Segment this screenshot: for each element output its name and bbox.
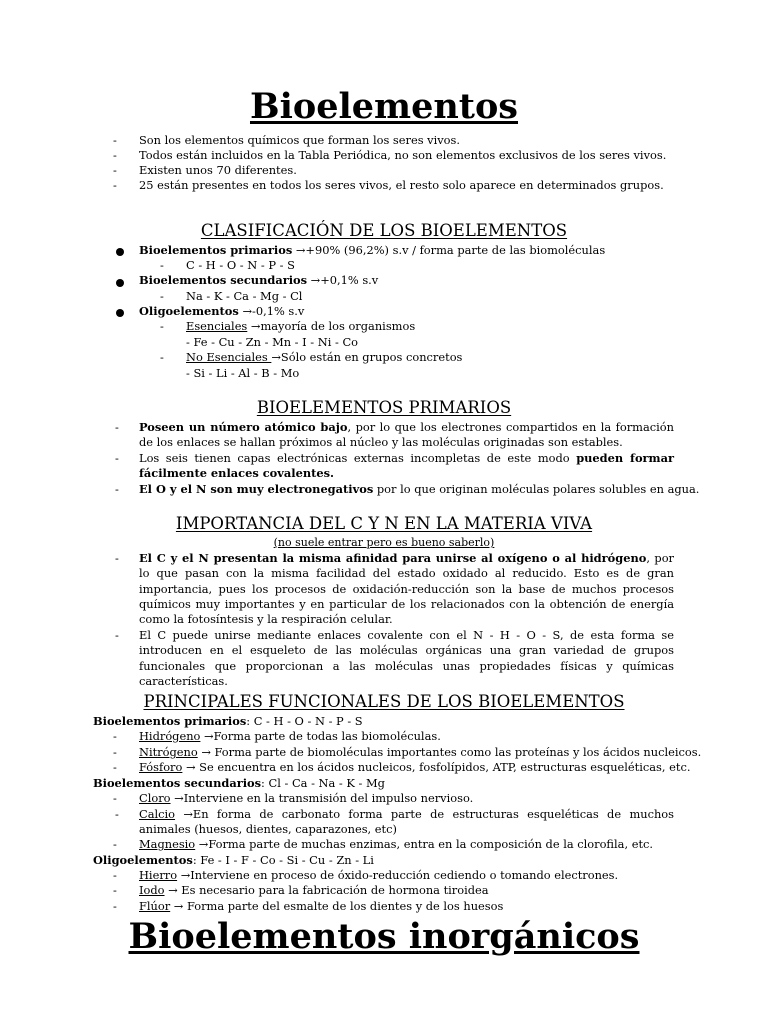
iodo-desc: → Es necesario para la fabricación de hormona tiroidea [164,883,489,897]
calcio-label: Calcio [139,807,176,821]
intro-item-1: - Son los elementos químicos que forman los seres vivos. [139,133,460,148]
importancia-p1 [139,551,674,627]
clasif-secundarios-desc: →+0,1% s.v [307,273,379,287]
iodo-label: Iodo [139,883,165,897]
hierro-label: Hierro [139,868,178,882]
func-magnesio [139,837,653,852]
dash-marker: - [115,551,119,565]
primarios-p3 [139,482,699,497]
clasif-esenciales [186,319,415,334]
hierro-desc: →Interviene en proceso de óxido-reducción cediendo o tomando electrones. [177,868,619,882]
primarios-p2 [139,451,674,482]
func-secundarios-label: Bioelementos secundarios [93,776,262,790]
func-primarios-label: Bioelementos primarios [93,714,247,728]
intro-item-3: - Existen unos 70 diferentes. [139,163,297,178]
hidrogeno-label: Hidrógeno [139,729,201,743]
importancia-p1-bold: El C y el N presentan la misma afinidad para unirse al oxígeno o al hidrógeno [139,551,647,565]
clasif-primarios [139,243,605,258]
clasif-secundarios-label: Bioelementos secundarios [139,273,308,287]
func-nitrogeno [139,745,701,760]
primarios-p2-bold: pueden formar fácilmente enlaces covalentes. [139,451,674,481]
func-fosforo [139,760,690,775]
fosforo-label: Fósforo [139,760,183,774]
heading-importancia: IMPORTANCIA DEL C Y N EN LA MATERIA VIVA [175,514,593,533]
clasif-oligo-desc: →-0,1% s.v [238,304,305,318]
nitrogeno-label: Nitrógeno [139,745,198,759]
fosforo-desc: → Se encuentra en los ácidos nucleicos, fosfolípidos, ATP, estructuras esqueléticas, etc. [182,760,691,774]
esenciales-desc: →mayoría de los organismos [247,319,416,333]
heading-funcionales: PRINCIPALES FUNCIONALES DE LOS BIOELEMENTOS [143,692,625,711]
clasif-no-esenciales [186,350,462,365]
magnesio-desc: →Forma parte de muchas enzimas, entra en la composición de la clorofila, etc. [195,837,654,851]
clasif-secundarios-list: - Na - K - Ca - Mg - Cl [186,289,302,304]
primarios-p1 [139,420,674,451]
calcio-desc: →En forma de carbonato forma parte de estructuras esqueléticas de muchos animales (huesos, dientes, caparazones, etc) [139,807,674,837]
primarios-p1-bold: Poseen un número atómico bajo [139,420,348,434]
heading-clasificacion: CLASIFICACIÓN DE LOS BIOELEMENTOS [200,221,568,240]
func-primarios-list: : C - H - O - N - P - S [246,714,363,728]
section-title-inorganicos: Bioelementos inorgánicos [128,916,640,957]
cloro-desc: →Interviene en la transmisión del impulso nervioso. [170,791,474,805]
intro-item-4: - 25 están presentes en todos los seres vivos, el resto solo aparece en determinados grupos. [139,178,664,193]
fluor-desc: → Forma parte del esmalte de los dientes y de los huesos [170,899,504,913]
clasif-secundarios [139,273,378,288]
importancia-p1-rest: , por lo que pasan con la misma facilidad del estado oxidado al reducido. Esto es de gran importancia, pues los procesos de oxidación-reducción son la base de muchos procesos químicos muy importantes y en particular de los relacionados con la obtención de energía como la fotosíntesis y la respiración celular. [139,551,674,627]
dash-marker: - [115,482,119,496]
func-secundarios [93,776,385,791]
no-esenciales-label: No Esenciales [186,350,272,364]
func-oligo [93,853,374,868]
dash-marker: - [115,451,119,465]
dash-marker: - [115,628,119,642]
esenciales-label: Esenciales [186,319,248,333]
dash-marker: - [115,807,119,821]
clasif-primarios-list: - C - H - O - N - P - S [186,258,295,273]
importancia-note: (no suele entrar pero es bueno saberlo) [273,536,495,549]
dash-marker: - [115,420,119,434]
func-oligo-list: : Fe - I - F - Co - Si - Cu - Zn - Li [192,853,374,867]
cloro-label: Cloro [139,791,171,805]
magnesio-label: Magnesio [139,837,196,851]
esenciales-list: - Fe - Cu - Zn - Mn - I - Ni - Co [186,335,359,349]
primarios-p1-rest: , por lo que los electrones compartidos en la formación de los enlaces se hallan próximos al núcleo y las moléculas originadas son estables. [139,420,674,450]
func-hierro [139,868,618,883]
func-secundarios-list: : Cl - Ca - Na - K - Mg [261,776,385,790]
func-cloro [139,791,473,806]
no-esenciales-list: - Si - Li - Al - B - Mo [186,366,300,380]
page-title: Bioelementos [249,86,519,127]
primarios-p3-bold: El O y el N son muy electronegativos [139,482,374,496]
func-primarios [93,714,363,729]
heading-primarios: BIOELEMENTOS PRIMARIOS [256,398,512,417]
nitrogeno-desc: → Forma parte de biomoléculas importantes como las proteínas y los ácidos nucleicos. [197,745,702,759]
func-iodo [139,883,489,898]
clasif-primarios-desc: →+90% (96,2%) s.v / forma parte de las biomoléculas [292,243,606,257]
clasif-oligo-label: Oligoelementos [139,304,239,318]
primarios-p3-rest: por lo que originan moléculas polares solubles en agua. [373,482,700,496]
hidrogeno-desc: →Forma parte de todas las biomoléculas. [200,729,441,743]
bullet-dot [116,279,124,287]
func-calcio [139,807,674,838]
clasif-primarios-label: Bioelementos primarios [139,243,293,257]
importancia-p2: El C puede unirse mediante enlaces covalente con el N - H - O - S, de esta forma se introducen en el esqueleto de las moléculas orgánicas una gran variedad de grupos funcionales que proporcionan a las moléculas unas propiedades físicas y químicas características. [139,628,674,688]
func-oligo-label: Oligoelementos [93,853,193,867]
no-esenciales-desc: →Sólo están en grupos concretos [271,350,463,364]
clasif-oligo [139,304,304,319]
primarios-p2-start: Los seis tienen capas electrónicas externas incompletas de este modo [139,451,577,465]
fluor-label: Flúor [139,899,171,913]
bullet-dot [116,309,124,317]
bullet-dot [116,248,124,256]
func-hidrogeno [139,729,441,744]
intro-item-2: - Todos están incluidos en la Tabla Periódica, no son elementos exclusivos de los seres vivos. [139,148,666,163]
